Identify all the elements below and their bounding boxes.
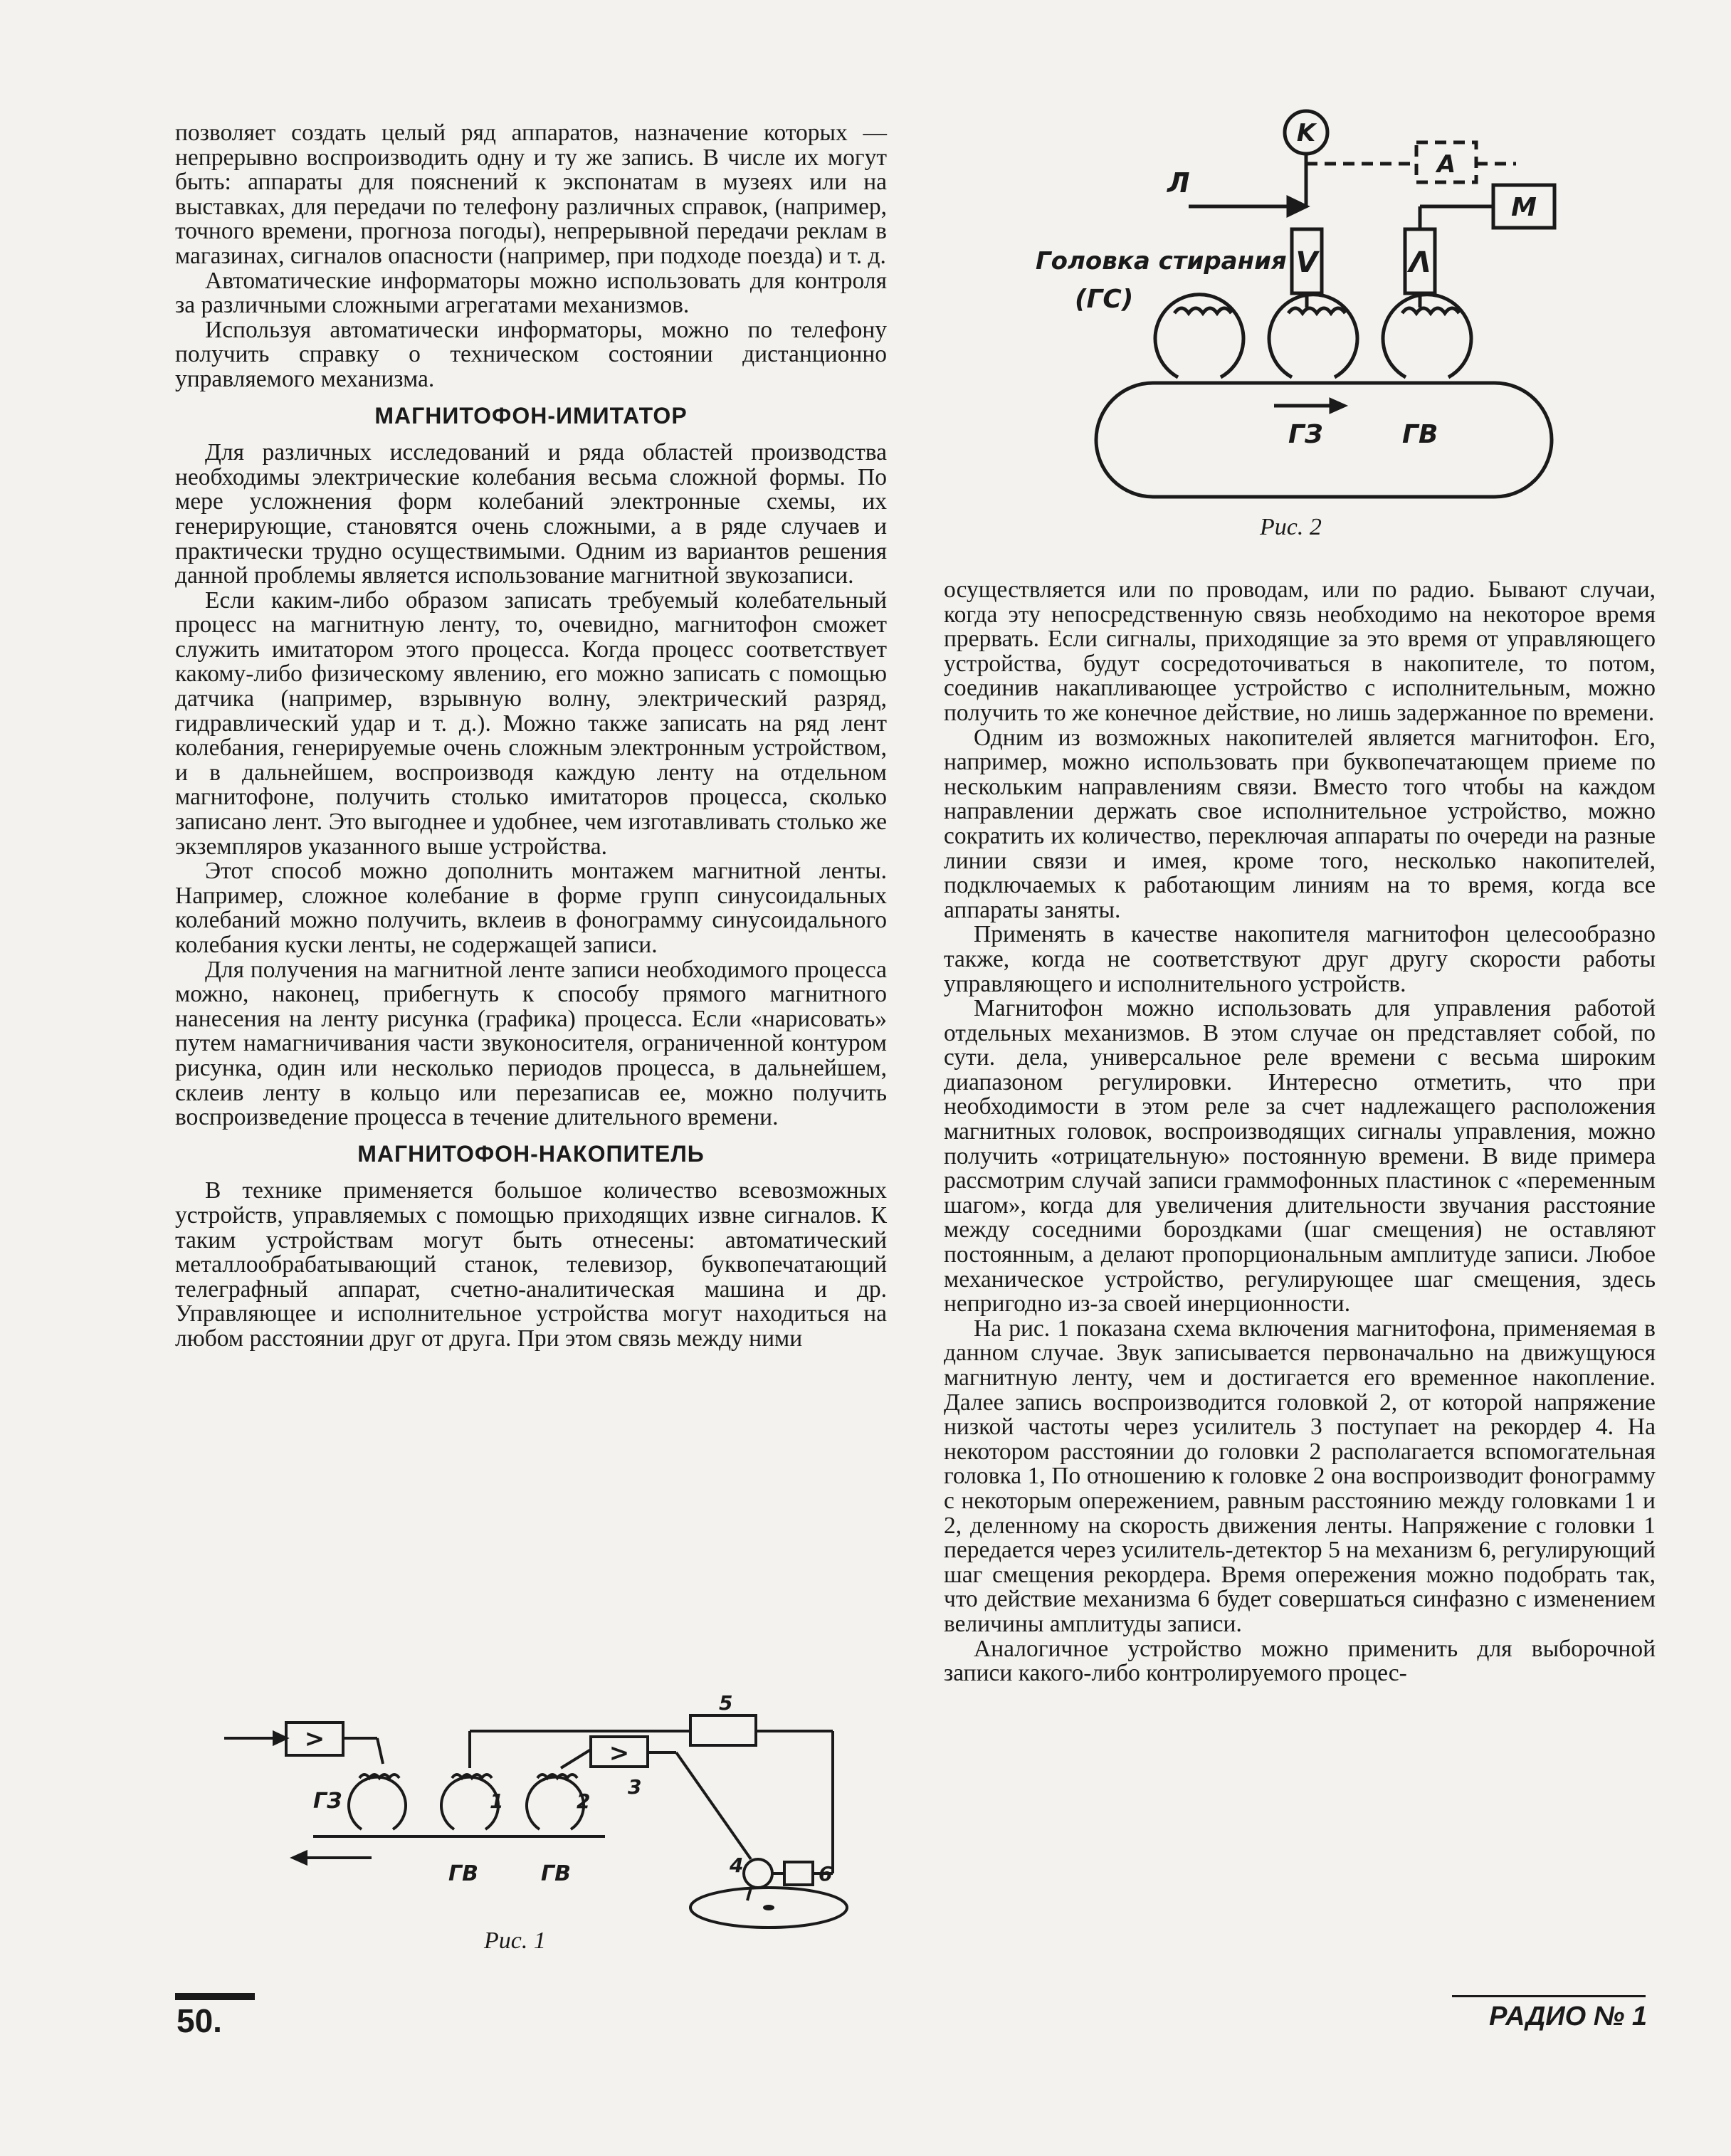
paragraph: Автоматические информаторы можно использовать для контроля за различными сложными агрегатами механизмов. <box>175 267 887 319</box>
journal-title: РАДИО № 1 <box>1489 2002 1647 2031</box>
playback-head <box>1383 295 1471 377</box>
paragraph: Магнитофон можно использовать для управления работой отдельных механизмов. В этом случае он представляет собой, по сути. дела, универсальное реле времени с весьма широким диапазоном регулировки. Интересно отметить, что при необходимости в этом реле за счет надлежащего расположения магнитных головок, воспроизводящих сигналы управления, можно получить «отрицательную» постоянную времени. В виде примера рассмотрим случай записи граммофонных пластинок с «переменным шагом», когда для увеличения длительности звучания расстояние между соседними бороздками (шаг смещения) не оставляют постоянным, а делают пропорциональным амплитуде записи. Любое механическое устройство, регулирующее шаг смещения, здесь непригодно из-за своей инерционности. <box>944 995 1656 1318</box>
page-number-rule <box>175 1993 255 2000</box>
figure-2-caption: Рис. 2 <box>1260 514 1322 540</box>
gz-label: ГЗ <box>1288 420 1323 449</box>
recorder-4-label: 4 <box>730 1853 744 1877</box>
gv-label: ГВ <box>448 1861 478 1886</box>
detector-5-label: 5 <box>719 1694 733 1715</box>
paragraph: Если каким-либо образом записать требуемый колебательный процесс на магнитную ленту, то, очевидно, магнитофон сможет служить имитатором этого процесса. Когда процесс соответствует какому-либо физическому явлению, его можно записать с помощью датчика (например, взрывную волну, электрический разряд, гидравлический удар и т. д.). Можно также записать на ряд лент колебания, генерируемые очень сложным электронным устройством, и в дальнейшем, воспроизводя каждую ленту на отдельном магнитофоне, получить столько имитаторов процесса, сколько записано лент. Это выгоднее и удобнее, чем изготавливать столько же экземпляров указанного выше устройства. <box>175 587 887 860</box>
paragraph: позволяет создать целый ряд аппаратов, назначение которых — непрерывно воспроизводить одну и ту же запись. В числе их могут быть: аппараты для пояснений к экспонатам в музеях или на выставках, для передачи по телефону различных справок, (например, точного времени, прогноза погоды), непрерывной передачи реклам в магазинах, сигналов опасности (например, при подходе поезда) и т. д. <box>175 120 887 269</box>
amp-3-label: 3 <box>628 1775 642 1799</box>
a-label: A <box>1436 150 1456 179</box>
mechanism-6-label: 6 <box>819 1862 833 1886</box>
gz-head <box>349 1777 406 1829</box>
section-heading-accumulator: МАГНИТОФОН-НАКОПИТЕЛЬ <box>357 1140 705 1167</box>
left-column <box>175 121 887 1352</box>
paragraph: Для различных исследований и ряда областей производства необходимы электрические колебания весьма сложной формы. По мере усложнения форм колебаний электронные схемы, их генерирующие, становятся очень сложными, а в ряде случаев и практически трудно осуществимыми. Одним из вариантов решения данной проблемы является использование магнитной звукозаписи. <box>175 439 887 589</box>
k-label: K <box>1296 119 1316 147</box>
lambda-label: Λ <box>1409 246 1431 279</box>
erase-head-label: Головка стирания <box>1036 247 1287 275</box>
page-number: 50. <box>177 2002 222 2039</box>
paragraph: Используя автоматически информаторы, можно по телефону получить справку о техническом состоянии дистанционно управляемого механизма. <box>175 316 887 392</box>
section-heading-imitator: МАГНИТОФОН-ИМИТАТОР <box>374 402 688 428</box>
tape-loop <box>1096 383 1552 497</box>
amp-label: > <box>304 1725 325 1753</box>
paragraph: Этот способ можно дополнить монтажем магнитной ленты. Например, сложное колебание в форме групп синусоидальных колебаний можно получить, вклеив в фонограмму синусоидального колебания куски ленты, не содержащей записи. <box>175 858 887 958</box>
record-head <box>1269 295 1357 377</box>
figure-2-diagram <box>1018 107 1559 505</box>
paragraph: осуществляется или по проводам, или по радио. Бывают случаи, когда эту непосредственную связь необходимо на некоторое время прервать. Если сигналы, приходящие за это время от управляющего устройства, будут сосредоточиваться в накопителе, то потом, соединив накапливающее устройство с исполнительным, можно получить то же конечное действие, но лишь задержанное по времени. <box>944 577 1656 726</box>
paragraph: На рис. 1 показана схема включения магнитофона, применяемая в данном случае. Звук записывается первоначально на движущуюся магнитную ленту, чем и достигается его временное накопление. Далее запись воспроизводится головкой 2, от которой напряжение низкой частоты через усилитель 3 поступает на рекордер 4. На некотором расстоянии до головки 2 располагается вспомогательная головка 1, По отношению к головке 2 она воспроизводит фонограмму с некоторым опережением, равным расстоянию между головками 1 и 2, деленному на скорость движения ленты. Напряжение с головки 1 передается через усилитель-детектор 5 на механизм 6, регулирующий шаг смещения рекордера. Время опережения можно подобрать так, что действие механизма 6 будет совершаться синфазно с изменением величины амплитуды записи. <box>944 1315 1656 1637</box>
paragraph: Одним из возможных накопителей является магнитофон. Его, например, можно использовать при буквопечатающем приеме по нескольким направлениям связи. Вместо того чтобы на каждом направлении держать свое исполнительное устройство, можно сократить их количество, переключая аппараты по очереди на разные линии связи и имея, кроме того, несколько накопителей, подключаемых к работающим линиям на то время, когда все аппараты заняты. <box>944 724 1656 923</box>
paragraph: Для получения на магнитной ленте записи необходимого процесса можно, наконец, прибегнуть к способу прямого магнитного нанесения на ленту рисунка (графика) процесса. Если «нарисовать» путем намагничивания части звуконосителя, ограниченной контуром рисунка, один или несколько периодов процесса, в дальнейшем, склеив ленту в кольцо или перезаписав ее, можно получить воспроизведение процесса в течение длительного времени. <box>175 956 887 1131</box>
right-column <box>944 578 1656 1686</box>
figure-1-caption: Рис. 1 <box>484 1928 546 1954</box>
head-1-label: 1 <box>490 1789 504 1813</box>
erase-head <box>1155 295 1243 377</box>
m-label: M <box>1511 193 1537 222</box>
head-2-label: 2 <box>577 1789 591 1813</box>
figure-1-diagram <box>206 1694 861 1929</box>
amp-label: > <box>609 1739 630 1767</box>
l-label: Л <box>1167 167 1190 199</box>
gz-label: ГЗ <box>313 1789 342 1814</box>
paragraph: В технике применяется большое количество всевозможных устройств, управляемых с помощью приходящих извне сигналов. К таким устройствам могут быть отнесены: автоматический металлообрабатывающий станок, телевизор, буквопечатающий телеграфный аппарат, счетно-аналитическая машина и др. Управляющее и исполнительное устройства могут находиться на любом расстоянии друг от друга. При этом связь между ними <box>175 1177 887 1352</box>
paragraph: Применять в качестве накопителя магнитофон целесообразно также, когда не соответствуют друг другу скорости работы управляющего и исполнительного устройств. <box>944 921 1656 997</box>
recorder-4 <box>744 1859 772 1888</box>
gv-label: ГВ <box>541 1861 571 1886</box>
v-label: V <box>1295 246 1318 279</box>
head-2 <box>527 1777 584 1829</box>
gv-label: ГВ <box>1402 420 1438 449</box>
mechanism-box-6 <box>784 1862 813 1885</box>
gs-label: (ГС) <box>1075 285 1134 314</box>
paragraph: Аналогичное устройство можно применить для выборочной записи какого-либо контролируемого процес- <box>944 1635 1656 1687</box>
journal-rule <box>1452 1995 1646 1997</box>
detector-box-5 <box>690 1715 756 1745</box>
